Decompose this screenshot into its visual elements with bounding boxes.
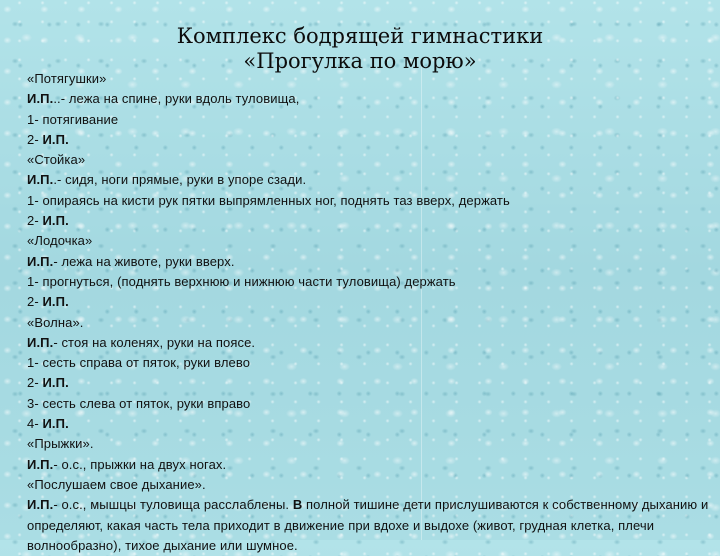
exercise-text: [27, 69, 713, 556]
ip-text: - о.с., прыжки на двух ногах.: [53, 456, 227, 472]
exercise-1-start-position: [27, 89, 713, 109]
exercise-3-start-position: [27, 252, 713, 272]
exercise-1-step-2: [27, 130, 713, 150]
exercise-6-name: «Послушаем свое дыхание».: [27, 476, 206, 492]
exercise-4-step-3: 3- сесть слева от пяток, руки вправо: [27, 395, 251, 411]
exercise-4-start-position: [27, 333, 713, 353]
ip-text: ..- лежа на спине, руки вдоль туловища,: [53, 91, 300, 107]
step-number: 2-: [27, 131, 43, 147]
ip-text: .- сидя, ноги прямые, руки в упоре сзади.: [53, 172, 307, 188]
ip-text: - стоя на коленях, руки на поясе.: [53, 334, 256, 350]
exercise-1-name: «Потягушки»: [27, 71, 107, 86]
step-number: 2-: [27, 213, 43, 229]
ip-label: И.П.: [42, 416, 69, 432]
ip-label: И.П.: [42, 131, 69, 147]
step-number: 2-: [27, 375, 43, 391]
exercise-2-start-position: [27, 170, 713, 190]
ip-label: И.П.: [27, 334, 54, 350]
title-line-2: «Прогулка по морю»: [243, 49, 477, 73]
emphasis-word: В: [292, 497, 303, 513]
exercise-6-description: [27, 495, 713, 556]
description-text: полной тишине дети прислушиваются к собственному дыханию и определяют, какая часть тела приходит в движение при вдохе и выдохе (живот, грудная клетка, плечи волнообразно), тихое дыхание или шумное.: [27, 497, 709, 553]
exercise-2-step-2: [27, 211, 713, 231]
ip-label: И.П.: [42, 213, 69, 229]
exercise-1-step-1: 1- потягивание: [27, 111, 119, 127]
exercise-4-step-1: 1- сесть справа от пяток, руки влево: [27, 355, 251, 371]
ip-label: И.П.: [42, 375, 69, 391]
exercise-4-step-4: [27, 414, 713, 434]
exercise-3-step-1: 1- прогнуться, (поднять верхнюю и нижнюю части туловища) держать: [27, 273, 456, 289]
exercise-2-step-1: 1- опираясь на кисти рук пятки выпрямленных ног, поднять таз вверх, держать: [27, 192, 510, 208]
ip-label: И.П.: [27, 91, 54, 107]
ip-label: И.П.: [27, 456, 54, 472]
exercise-3-name: «Лодочка»: [27, 233, 93, 249]
ip-label: И.П.: [42, 294, 69, 310]
ip-label: И.П.: [27, 253, 54, 269]
title-line-1: Комплекс бодрящей гимнастики: [176, 24, 544, 48]
ip-label: И.П.: [27, 497, 54, 513]
exercise-4-name: «Волна».: [27, 314, 84, 330]
ip-text: - о.с., мышцы туловища расслаблены.: [53, 497, 293, 513]
exercise-2-name: «Стойка»: [27, 152, 86, 168]
step-number: 4-: [27, 416, 43, 432]
step-number: 2-: [27, 294, 43, 310]
ip-label: И.П.: [27, 172, 54, 188]
ip-text: - лежа на животе, руки вверх.: [53, 253, 235, 269]
exercise-5-name: «Прыжки».: [27, 436, 94, 452]
slide-title: [0, 24, 720, 74]
exercise-4-step-2: [27, 373, 713, 393]
exercise-5-start-position: [27, 455, 713, 475]
exercise-3-step-2: [27, 292, 713, 312]
